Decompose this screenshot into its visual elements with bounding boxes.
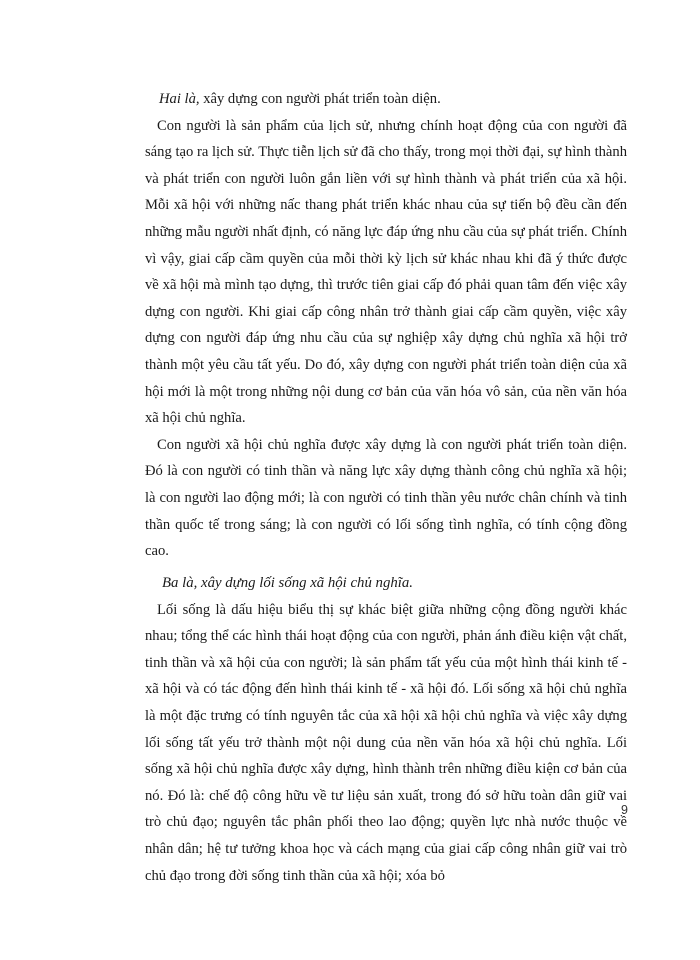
section-con-nguoi (145, 86, 627, 565)
paragraph-2: Con người xã hội chủ nghĩa được xây dựng là con người phát triển toàn diện. Đó là con người có tinh thần và năng lực xây dựng thành công chủ nghĩa xã hội; là con người lao động mới; là con người có tinh thần yêu nước chân chính và tinh thần quốc tế trong sáng; là con người có lối sống tình nghĩa, có tính cộng đồng cao. (145, 436, 627, 560)
section-loi-song (145, 570, 627, 889)
page-number: 9 (621, 803, 628, 817)
heading-text: xây dựng con người phát triển toàn diện. (199, 91, 441, 107)
paragraph-1: Con người là sản phẩm của lịch sử, nhưng chính hoạt động của con người đã sáng tạo ra lịch sử. Thực tiễn lịch sử đã cho thấy, trong mọi thời đại, sự hình thành và phát triển con người luôn gắn liền với sự hình thành và phát triển của xã hội. Mỗi xã hội với những nấc thang phát triển khác nhau của sự tiến bộ đều cần đến những mẫu người nhất định, có năng lực đáp ứng nhu cầu của sự phát triển. Chính vì vậy, giai cấp cầm quyền của mỗi thời kỳ lịch sử khác nhau khi đã ý thức được về xã hội mà mình tạo dựng, thì trước tiên giai cấp đó phải quan tâm đến việc xây dựng con người. Khi giai cấp công nhân trở thành giai cấp cầm quyền, việc xây dựng con người đáp ứng nhu cầu của sự nghiệp xây dựng chủ nghĩa xã hội trở thành một yêu cầu tất yếu. Do đó, xây dựng con người phát triển toàn diện của xã hội mới là một trong những nội dung cơ bản của văn hóa vô sản, của nền văn hóa xã hội chủ nghĩa. (145, 117, 627, 427)
section-heading-ba-la: Ba là, xây dựng lối sống xã hội chủ nghĩa. (162, 575, 413, 591)
section-heading-hai-la (145, 86, 627, 113)
paragraph-3: Lối sống là dấu hiệu biểu thị sự khác biệt giữa những cộng đồng người khác nhau; tổng thể các hình thái hoạt động của con người, phản ánh điều kiện vật chất, tinh thần và xã hội của con người; là sản phẩm tất yếu của một hình thái kinh tế - xã hội và có tác động đến hình thái kinh tế - xã hội đó. Lối sống xã hội chủ nghĩa là một đặc trưng có tính nguyên tắc của xã hội xã hội chủ nghĩa và việc xây dựng lối sống tất yếu trở thành một nội dung của nền văn hóa xã hội chủ nghĩa. Lối sống xã hội chủ nghĩa được xây dựng, hình thành trên những điều kiện cơ bản của nó. Đó là: chế độ công hữu về tư liệu sản xuất, trong đó sở hữu toàn dân giữ vai trò chủ đạo; nguyên tắc phân phối theo lao động; quyền lực nhà nước thuộc về nhân dân; hệ tư tưởng khoa học và cách mạng của giai cấp công nhân giữ vai trò chủ đạo trong đời sống tinh thần của xã hội; xóa bỏ (145, 601, 627, 884)
heading-prefix: Hai là, (159, 91, 200, 107)
